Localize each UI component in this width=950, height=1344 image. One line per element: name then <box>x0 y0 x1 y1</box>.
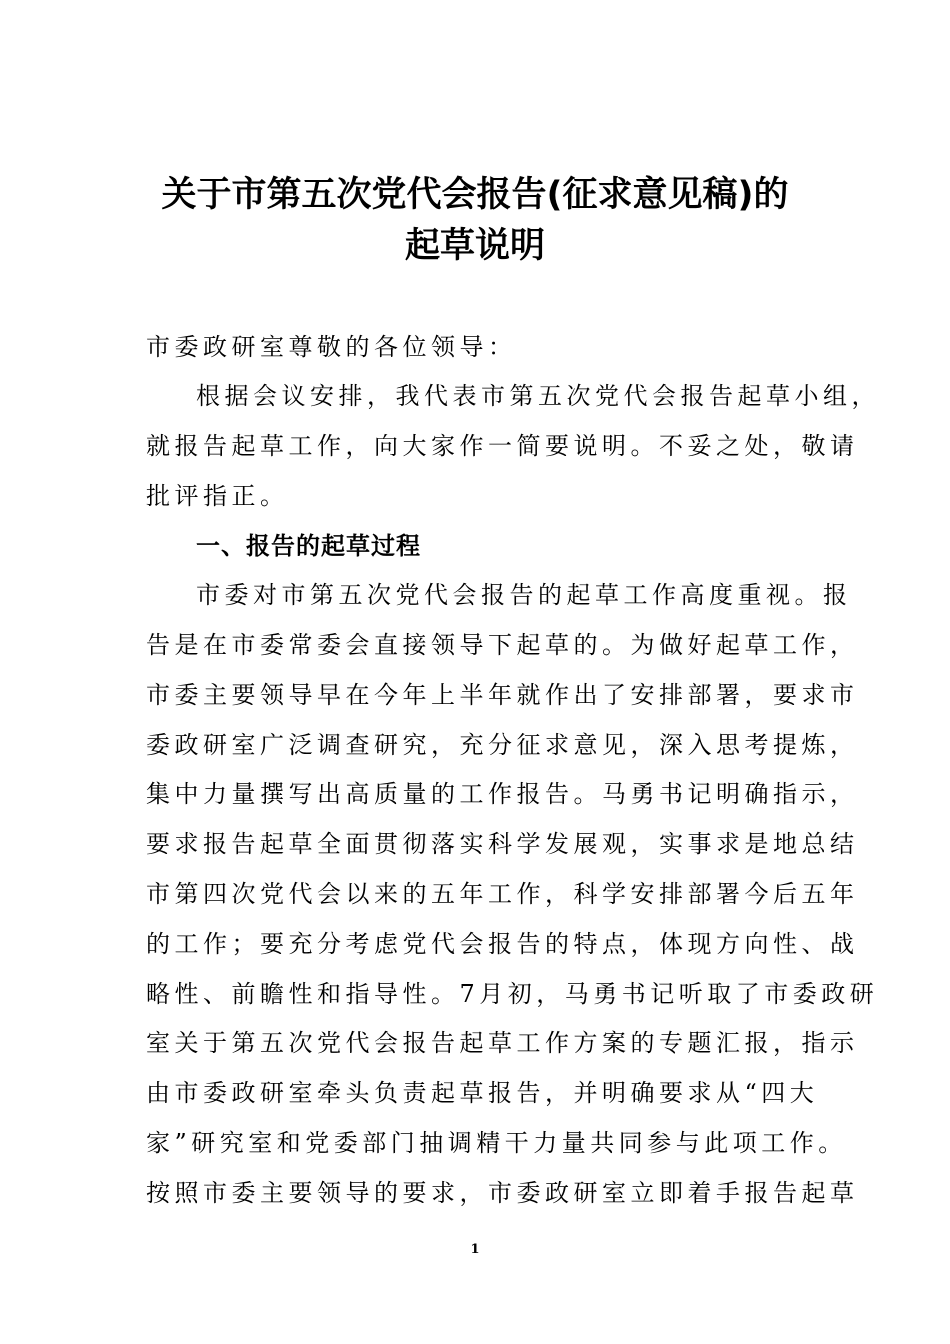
section-heading: 一、报告的起草过程 <box>196 532 421 560</box>
paragraph-line: 告是在市委常委会直接领导下起草的。为做好起草工作， <box>146 631 859 659</box>
salutation: 市委政研室尊敬的各位领导： <box>146 333 517 361</box>
paragraph-line: 略性、前瞻性和指导性。7月初，马勇书记听取了市委政研 <box>146 980 879 1008</box>
document-title-line-1: 关于市第五次党代会报告(征求意见稿)的 <box>161 175 789 215</box>
paragraph-line: 由市委政研室牵头负责起草报告，并明确要求从“四大 <box>146 1079 819 1107</box>
paragraph-line: 的工作；要充分考虑党代会报告的特点，体现方向性、战 <box>146 930 859 958</box>
paragraph-line: 委政研室广泛调查研究，充分征求意见，深入思考提炼， <box>146 731 859 759</box>
document-title-line-2: 起草说明 <box>404 226 545 266</box>
paragraph-line: 批评指正。 <box>146 482 289 510</box>
paragraph-line: 家”研究室和党委部门抽调精干力量共同参与此项工作。 <box>146 1129 847 1157</box>
paragraph-line: 就报告起草工作，向大家作一简要说明。不妥之处，敬请 <box>146 432 859 460</box>
paragraph-line: 市委对市第五次党代会报告的起草工作高度重视。报 <box>196 581 852 609</box>
paragraph-line: 市委主要领导早在今年上半年就作出了安排部署，要求市 <box>146 681 859 709</box>
paragraph-line: 按照市委主要领导的要求，市委政研室立即着手报告起草 <box>146 1179 859 1207</box>
paragraph-line: 集中力量撰写出高质量的工作报告。马勇书记明确指示， <box>146 780 859 808</box>
paragraph-line: 室关于第五次党代会报告起草工作方案的专题汇报，指示 <box>146 1029 859 1057</box>
paragraph-line: 市第四次党代会以来的五年工作，科学安排部署今后五年 <box>146 880 859 908</box>
page-number: 1 <box>470 1242 480 1257</box>
paragraph-line: 要求报告起草全面贯彻落实科学发展观，实事求是地总结 <box>146 830 859 858</box>
paragraph-line: 根据会议安排，我代表市第五次党代会报告起草小组， <box>196 382 880 410</box>
